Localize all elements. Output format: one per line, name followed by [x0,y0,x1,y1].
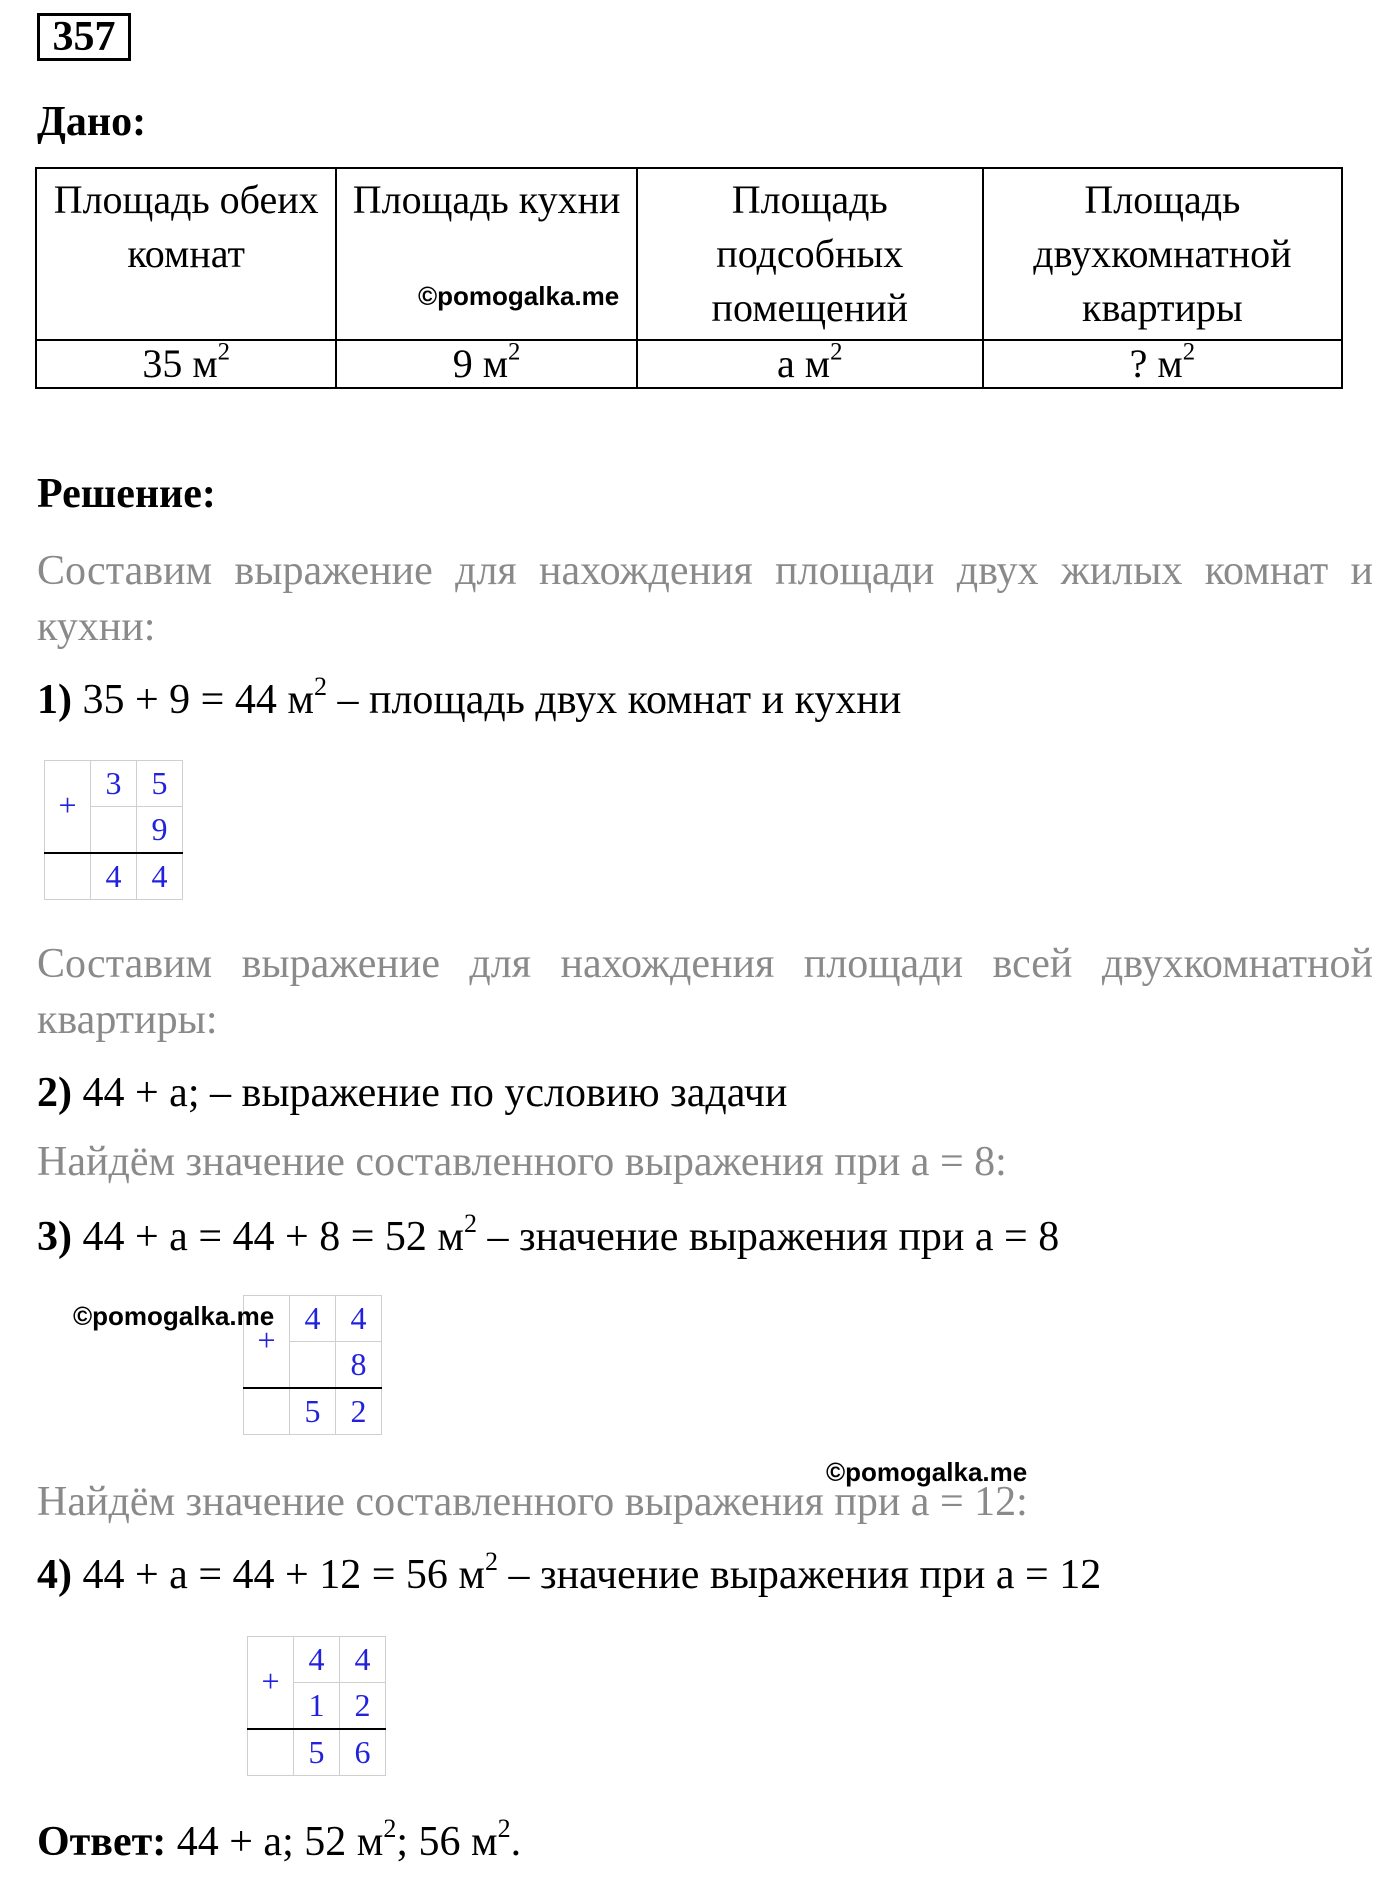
step-3-number: 3) [37,1214,72,1260]
paragraph-3: Найдём значение составленного выражения при а = 8: [37,1139,1007,1185]
step-2: 2) 44 + а; – выражение по условию задачи [37,1070,788,1116]
step-4: 4) 44 + а = 44 + 12 = 56 $м^2$ – значение выражения при а = 12 [37,1546,1102,1598]
step-2-number: 2) [37,1070,72,1116]
task-number: 357 [37,13,131,61]
paragraph-2: Составим выражение для нахождения площади всей двухкомнатной квартиры: [37,941,1373,1043]
watermark: ©pomogalka.me [73,1301,275,1331]
header-apartment-area: Площадь двухкомнатной квартиры [983,168,1342,340]
paragraph-4: Найдём значение составленного выражения при а = 12: [37,1479,1028,1525]
column-addition-3: + 4 4 1 2 5 6 [247,1636,386,1776]
header-kitchen-area [336,168,636,340]
value-apartment: ? $м^2$ [983,340,1342,388]
table-header-row [36,168,1342,340]
given-table [35,167,1343,389]
header-utility-area: Площадь подсобных помещений [637,168,983,340]
column-addition-2: + 4 4 8 5 2 [243,1295,382,1435]
given-heading: Дано: [37,99,147,145]
step-3: 3) 44 + а = 44 + 8 = 52 $м^2$ – значение выражения при а = 8 [37,1208,1060,1260]
step-1-number: 1) [37,677,72,723]
plus-sign: + [45,761,91,807]
watermark: ©pomogalka.me [418,281,620,311]
header-rooms-area: Площадь обеих комнат [36,168,336,340]
solution-heading: Решение: [37,471,216,517]
paragraph-1: Составим выражение для нахождения площади двух жилых комнат и кухни: [37,548,1373,650]
value-utility: а $м^2$ [637,340,983,388]
watermark: ©pomogalka.me [826,1457,1028,1487]
answer-label: Ответ: [37,1819,167,1865]
step-1: 1) 35 + 9 = 44 $м^2$ – площадь двух комнат и кухни [37,671,902,723]
value-kitchen: 9 $м^2$ [336,340,636,388]
table-value-row [36,340,1342,388]
step-4-number: 4) [37,1552,72,1598]
value-rooms: 35 $м^2$ [36,340,336,388]
header-kitchen-label: Площадь кухни [352,177,621,222]
answer: Ответ: 44 + а; 52 $м^2$; 56 $м^2$. [37,1813,522,1865]
column-addition-1: + 3 5 9 4 4 [44,760,183,900]
